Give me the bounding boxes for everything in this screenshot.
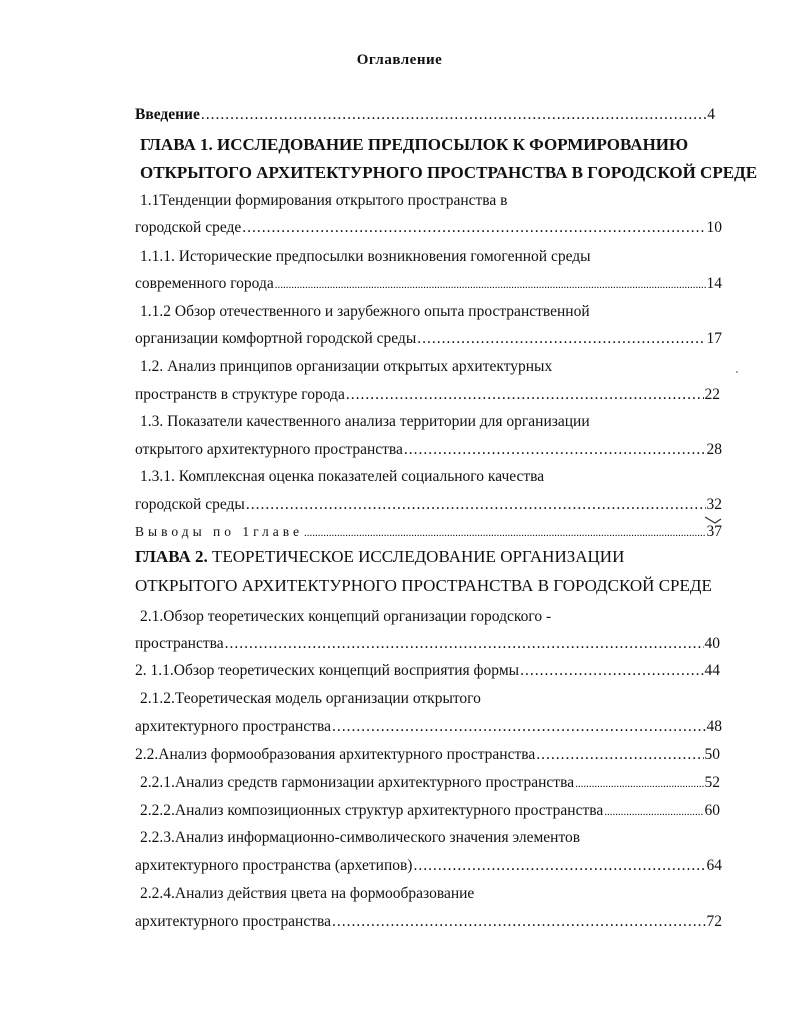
toc-entry-1-3-1-line-1[interactable]: 1.3.1. Комплексная оценка показателей социального качества [140, 468, 545, 485]
toc-entry-2-2-4[interactable] [135, 911, 722, 933]
toc-entry-2-1[interactable] [135, 633, 720, 655]
scan-speck [736, 371, 738, 373]
toc-page-number: 50 [704, 746, 720, 763]
toc-entry-introduction[interactable] [135, 104, 715, 126]
dot-leader [275, 274, 706, 295]
toc-entry-text: городской среды [135, 496, 245, 513]
toc-entry-2-1-line-1[interactable]: 2.1.Обзор теоретических концепций организации городского - [140, 608, 552, 625]
toc-page-number: 40 [704, 635, 720, 652]
chapter-2-heading-line-1[interactable] [135, 546, 624, 568]
toc-entry-chapter-1-conclusions[interactable] [135, 521, 722, 543]
toc-entry-1-1-line-1[interactable]: 1.1Тенденции формирования открытого пространства в [140, 192, 508, 209]
toc-entry-1-2-line-1[interactable]: 1.2. Анализ принципов организации открытых архитектурных [140, 358, 553, 375]
toc-page-number: 28 [706, 441, 722, 458]
toc-page-number: 22 [704, 386, 720, 403]
chapter-2-label: ГЛАВА 2. [135, 547, 208, 566]
toc-page-number: 60 [704, 802, 720, 819]
toc-entry-text: архитектурного пространства (архетипов) [135, 857, 413, 874]
chapter-1-heading-line-2: ОТКРЫТОГО АРХИТЕКТУРНОГО ПРОСТРАНСТВА В ГОРОДСКОЙ СРЕДЕ [140, 163, 758, 182]
toc-page-number: 44 [704, 662, 720, 679]
dot-leader [246, 494, 706, 516]
toc-entry-text: 2. 1.1.Обзор теоретических концепций восприятия формы [135, 662, 520, 679]
toc-entry-1-1-2-line-1[interactable]: 1.1.2 Обзор отечественного и зарубежного опыта пространственной [140, 303, 590, 320]
toc-entry-text: организации комфортной городской среды [135, 330, 417, 347]
toc-page-number: 52 [704, 774, 720, 791]
dot-leader [417, 328, 705, 350]
toc-entry-text: Выводы по 1главе [135, 524, 303, 539]
toc-entry-text: современного города [135, 275, 274, 292]
toc-entry-text: архитектурного пространства [135, 718, 331, 735]
toc-entry-2-2[interactable] [135, 744, 720, 766]
toc-entry-1-1-1-line-1[interactable]: 1.1.1. Исторические предпосылки возникновения гомогенной среды [140, 248, 591, 265]
toc-entry-2-1-2[interactable] [135, 716, 722, 738]
chapter-1-heading-line-1[interactable]: ГЛАВА 1. ИССЛЕДОВАНИЕ ПРЕДПОСЫЛОК К ФОРМИРОВАНИЮ [140, 135, 689, 154]
toc-entry-text: архитектурного пространства [135, 913, 331, 930]
dot-leader [304, 522, 706, 543]
dot-leader [536, 744, 703, 766]
dot-leader [413, 855, 705, 877]
dot-leader [520, 660, 703, 682]
toc-entry-1-1-2[interactable] [135, 328, 722, 350]
toc-entry-2-2-3[interactable] [135, 855, 722, 877]
toc-entry-text: городской среде [135, 219, 242, 236]
dot-leader [242, 217, 705, 239]
toc-entry-2-2-2[interactable] [140, 800, 720, 822]
toc-entry-2-2-3-line-1[interactable]: 2.2.3.Анализ информационно-символического значения элементов [140, 829, 581, 846]
handwritten-tick-mark-icon [703, 515, 723, 527]
dot-leader [346, 384, 704, 406]
dot-leader [575, 773, 703, 794]
toc-entry-text: пространства [135, 635, 224, 652]
toc-entry-1-3[interactable] [135, 439, 722, 461]
toc-page-number: 4 [707, 106, 715, 123]
toc-page-number: 64 [706, 857, 722, 874]
dot-leader [225, 633, 704, 655]
toc-entry-1-3-1[interactable] [135, 494, 722, 516]
toc-entry-2-2-1[interactable] [140, 772, 720, 794]
chapter-2-heading-line-2: ОТКРЫТОГО АРХИТЕКТУРНОГО ПРОСТРАНСТВА В ГОРОДСКОЙ СРЕДЕ [135, 576, 712, 595]
toc-page-number: 72 [706, 913, 722, 930]
toc-entry-1-1[interactable] [135, 217, 722, 239]
chapter-2-title: ТЕОРЕТИЧЕСКОЕ ИССЛЕДОВАНИЕ ОРГАНИЗАЦИИ [207, 547, 625, 566]
dot-leader [201, 104, 706, 126]
toc-page-number: 32 [706, 496, 722, 513]
toc-entry-2-1-1[interactable] [135, 660, 720, 682]
dot-leader [332, 911, 706, 933]
toc-entry-text: 2.2.Анализ формообразования архитектурного пространства [135, 746, 536, 763]
toc-entry-2-2-4-line-1[interactable]: 2.2.4.Анализ действия цвета на формообразование [140, 885, 475, 902]
toc-entry-text: Введение [135, 106, 200, 123]
toc-entry-text: пространств в структуре города [135, 386, 345, 403]
toc-entry-text: 2.2.2.Анализ композиционных структур архитектурного пространства [140, 802, 604, 819]
toc-page-number: 10 [706, 219, 722, 236]
toc-page-number: 48 [706, 718, 722, 735]
toc-page-number: 14 [706, 275, 722, 292]
toc-entry-text: открытого архитектурного пространства [135, 441, 403, 458]
dot-leader [604, 801, 703, 822]
toc-entry-1-1-1[interactable] [135, 273, 722, 295]
toc-entry-text: 2.2.1.Анализ средств гармонизации архитектурного пространства [140, 774, 575, 791]
toc-page-number: 37 [706, 523, 722, 540]
toc-entry-1-2[interactable] [135, 384, 720, 406]
dot-leader [404, 439, 706, 461]
toc-entry-1-3-line-1[interactable]: 1.3. Показатели качественного анализа территории для организации [140, 413, 590, 430]
toc-page-number: 17 [706, 330, 722, 347]
toc-entry-2-1-2-line-1[interactable]: 2.1.2.Теоретическая модель организации открытого [140, 690, 481, 707]
dot-leader [332, 716, 706, 738]
page-title: Оглавление [356, 52, 443, 68]
